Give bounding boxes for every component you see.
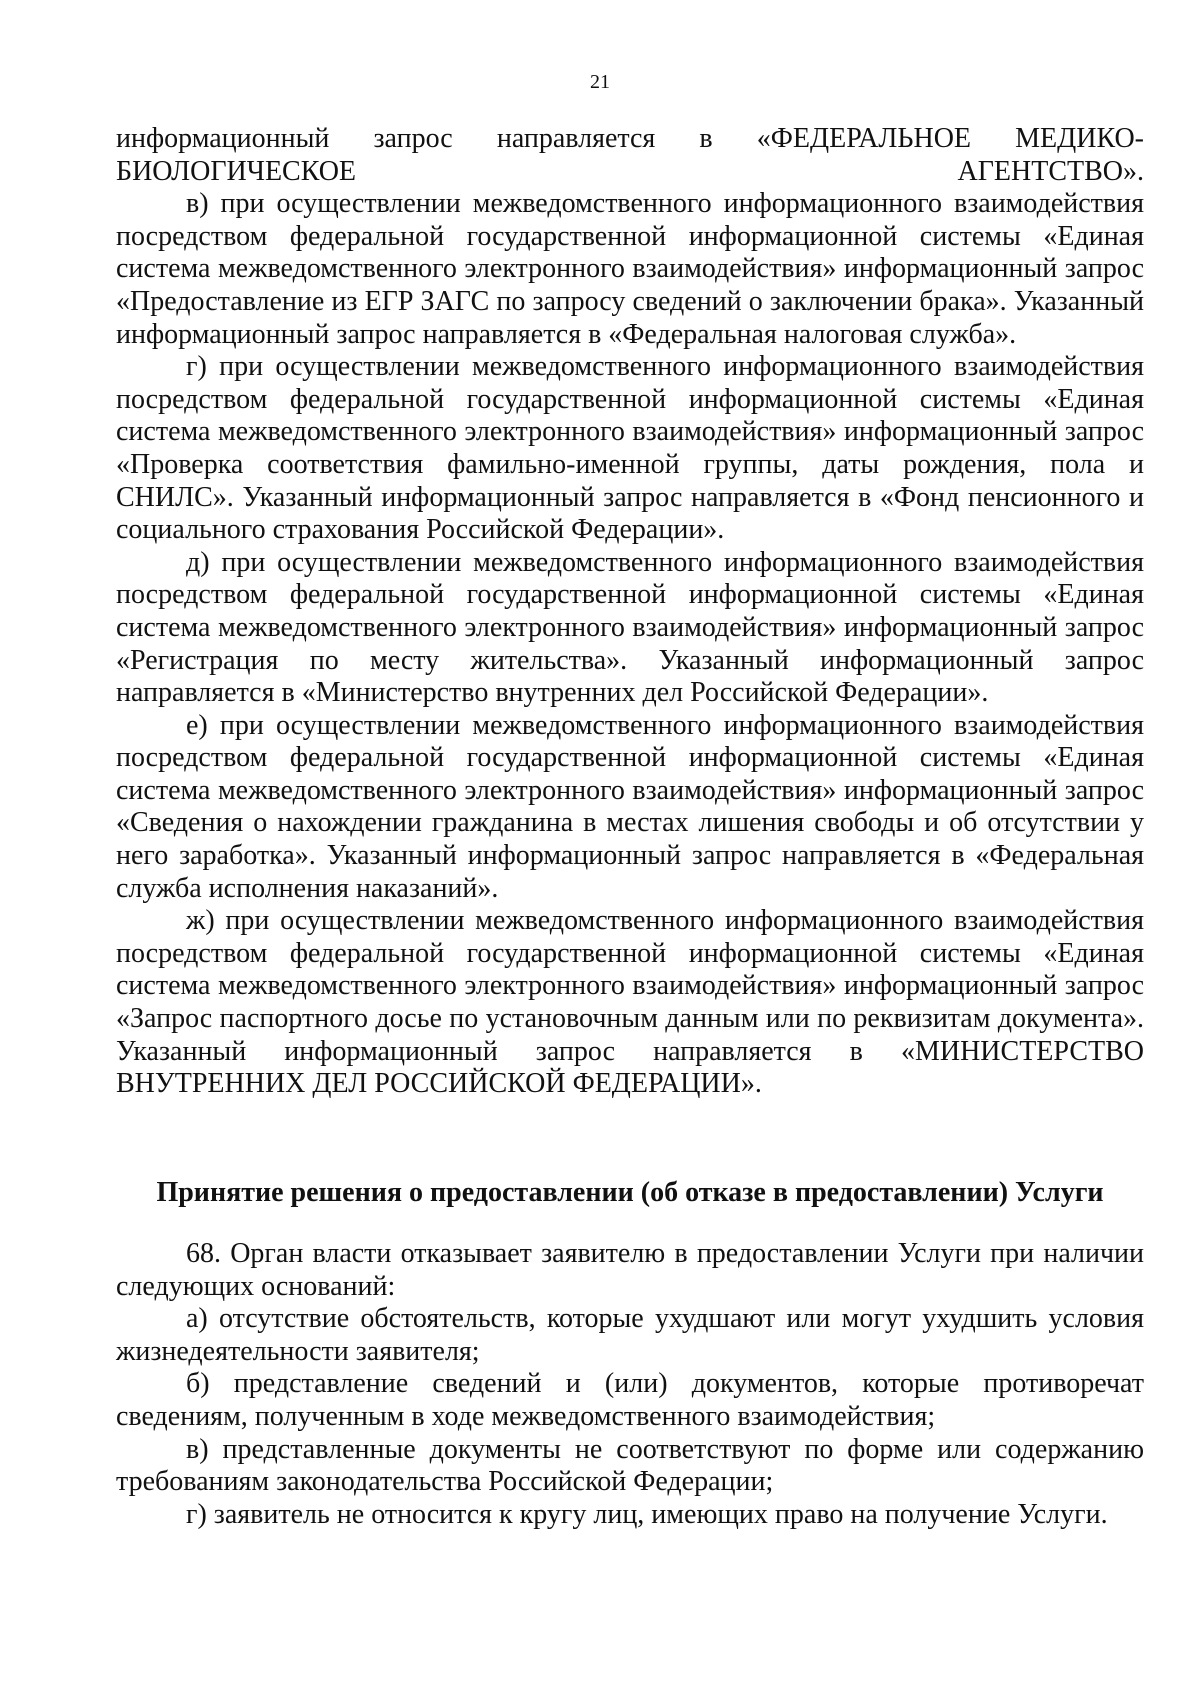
page-number: 21 <box>590 71 610 93</box>
paragraph-continuation: информационный запрос направляется в «ФЕДЕРАЛЬНОЕ МЕДИКО-БИОЛОГИЧЕСКОЕ АГЕНТСТВО». <box>116 123 1144 187</box>
paragraph-item-d: д) при осуществлении межведомственного информационного взаимодействия посредством федеральной государственной информационной системы «Единая система межведомственного электронного взаимодействия» информационный запрос «Регистрация по месту жительства». Указанный информационный запрос направляется в «Министерство внутренних дел Российской Федерации». <box>116 546 1144 709</box>
body-text-upper <box>116 123 1144 1101</box>
body-text-lower <box>116 1238 1144 1531</box>
paragraph-item-g: г) при осуществлении межведомственного информационного взаимодействия посредством федеральной государственной информационной системы «Единая система межведомственного электронного взаимодействия» информационный запрос «Проверка соответствия фамильно-именной группы, даты рождения, пола и СНИЛС». Указанный информационный запрос направляется в «Фонд пенсионного и социального страхования Российской Федерации». <box>116 351 1144 546</box>
paragraph-68-item-b: б) представление сведений и (или) документов, которые противоречат сведениям, полученным в ходе межведомственного взаимодействия; <box>116 1368 1144 1432</box>
paragraph-item-zh: ж) при осуществлении межведомственного информационного взаимодействия посредством федеральной государственной информационной системы «Единая система межведомственного электронного взаимодействия» информационный запрос «Запрос паспортного досье по установочным данным или по реквизитам документа». Указанный информационный запрос направляется в «МИНИСТЕРСТВО ВНУТРЕННИХ ДЕЛ РОССИЙСКОЙ ФЕДЕРАЦИИ». <box>116 905 1144 1100</box>
paragraph-68-item-a: а) отсутствие обстоятельств, которые ухудшают или могут ухудшить условия жизнедеятельности заявителя; <box>116 1303 1144 1367</box>
paragraph-68: 68. Орган власти отказывает заявителю в предоставлении Услуги при наличии следующих оснований: <box>116 1238 1144 1302</box>
paragraph-item-e: е) при осуществлении межведомственного информационного взаимодействия посредством федеральной государственной информационной системы «Единая система межведомственного электронного взаимодействия» информационный запрос «Сведения о нахождении гражданина в местах лишения свободы и об отсутствии у него заработка». Указанный информационный запрос направляется в «Федеральная служба исполнения наказаний». <box>116 709 1144 904</box>
paragraph-68-item-v: в) представленные документы не соответствуют по форме или содержанию требованиям законодательства Российской Федерации; <box>116 1433 1144 1498</box>
paragraph-68-item-g: г) заявитель не относится к кругу лиц, имеющих право на получение Услуги. <box>186 1498 1108 1530</box>
section-heading: Принятие решения о предоставлении (об отказе в предоставлении) Услуги <box>156 1177 1104 1208</box>
paragraph-item-v: в) при осуществлении межведомственного информационного взаимодействия посредством федеральной государственной информационной системы «Единая система межведомственного электронного взаимодействия» информационный запрос «Предоставление из ЕГР ЗАГС по запросу сведений о заключении брака». Указанный информационный запрос направляется в «Федеральная налоговая служба». <box>116 188 1144 350</box>
